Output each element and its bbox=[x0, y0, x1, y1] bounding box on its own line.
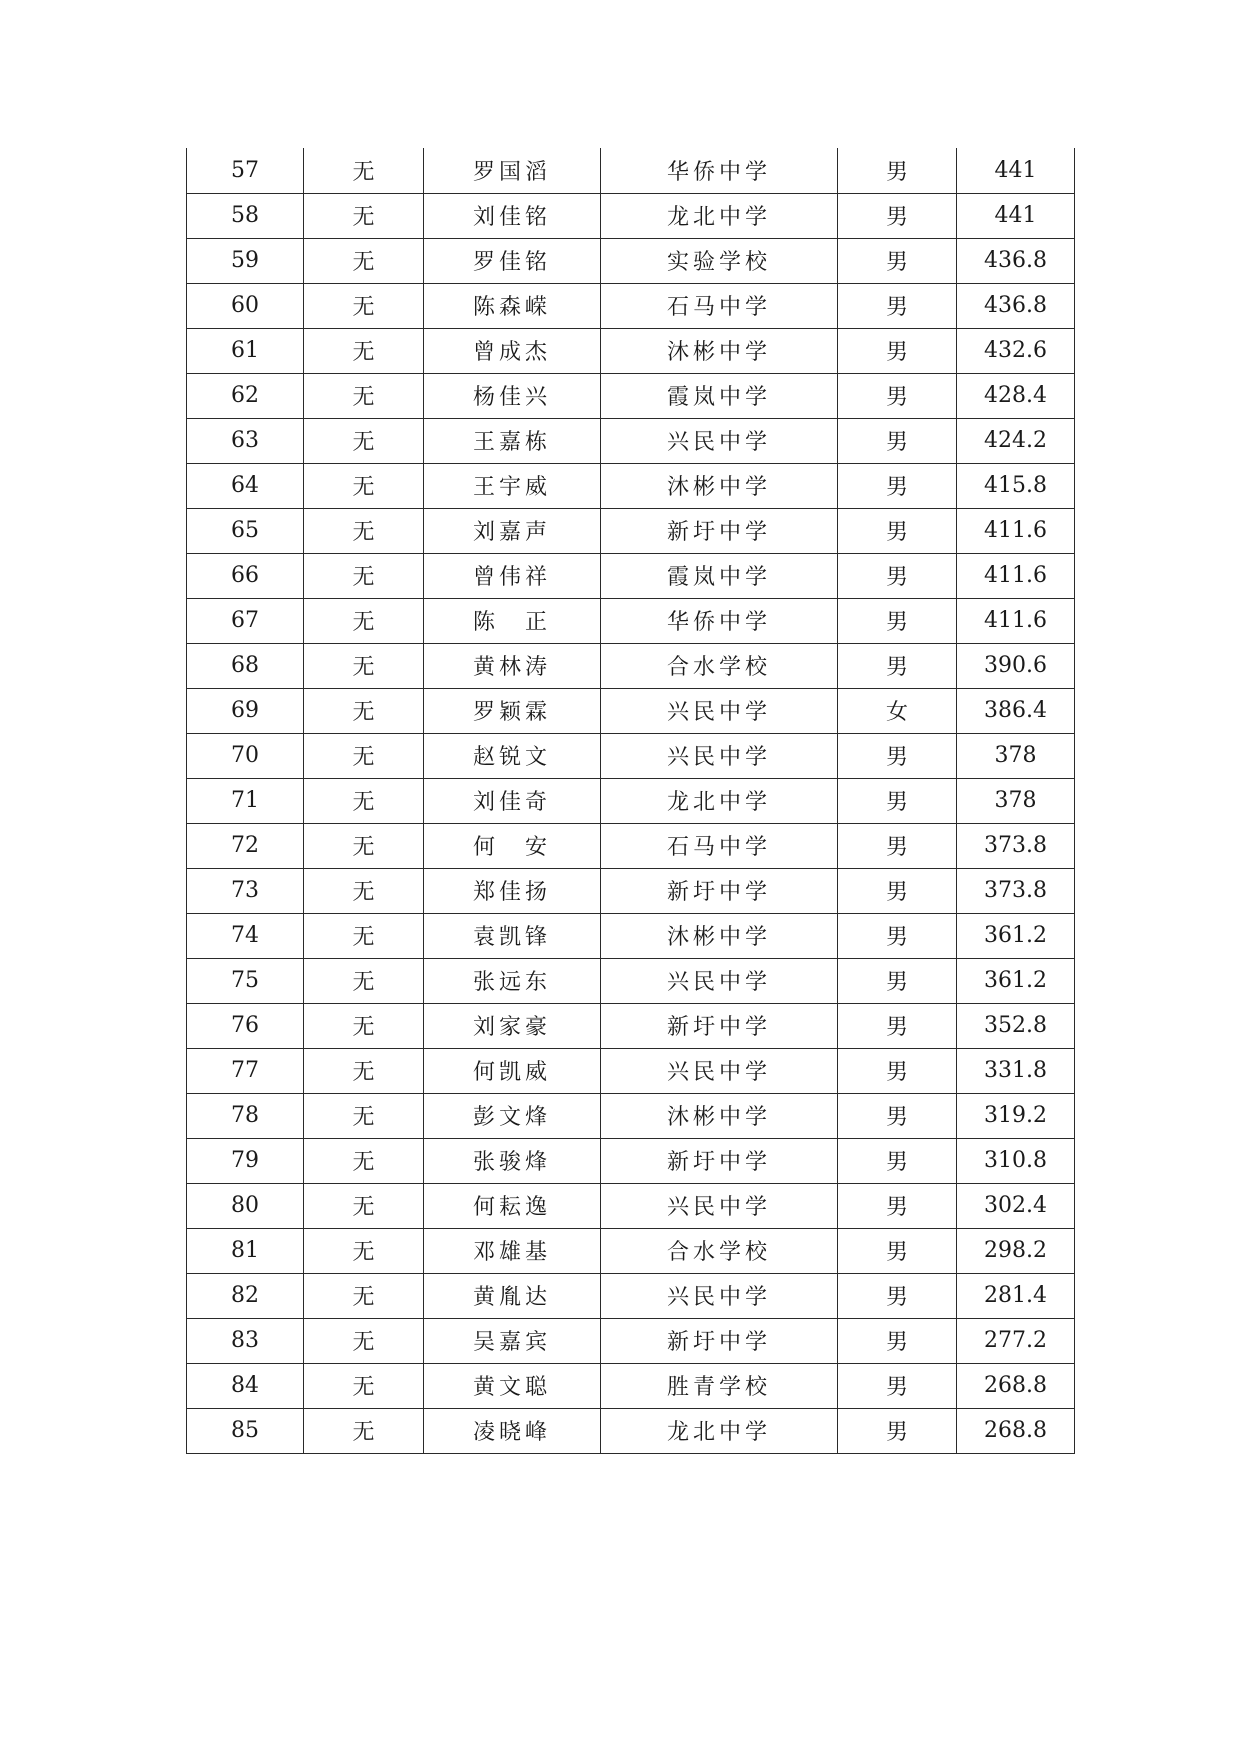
school-cell: 沐彬中学 bbox=[601, 328, 838, 373]
rank-cell: 74 bbox=[187, 913, 304, 958]
school-cell: 新圩中学 bbox=[601, 868, 838, 913]
results-table bbox=[186, 148, 1075, 1454]
table-row bbox=[187, 733, 1075, 778]
table-row bbox=[187, 148, 1075, 193]
gender-cell: 男 bbox=[838, 1183, 957, 1228]
award-cell: 无 bbox=[304, 733, 424, 778]
gender-cell: 男 bbox=[838, 463, 957, 508]
school-cell: 霞岚中学 bbox=[601, 373, 838, 418]
school-cell: 霞岚中学 bbox=[601, 553, 838, 598]
student-name-cell: 黄胤达 bbox=[424, 1273, 601, 1318]
gender-cell: 男 bbox=[838, 1408, 957, 1453]
student-name-cell: 何凯威 bbox=[424, 1048, 601, 1093]
award-cell: 无 bbox=[304, 1273, 424, 1318]
student-name-cell: 黄文聪 bbox=[424, 1363, 601, 1408]
gender-cell: 男 bbox=[838, 733, 957, 778]
student-name-cell: 刘嘉声 bbox=[424, 508, 601, 553]
school-cell: 龙北中学 bbox=[601, 1408, 838, 1453]
gender-cell: 男 bbox=[838, 643, 957, 688]
school-cell: 华侨中学 bbox=[601, 598, 838, 643]
student-name-cell: 罗国滔 bbox=[424, 148, 601, 193]
score-cell: 331.8 bbox=[957, 1048, 1075, 1093]
score-cell: 415.8 bbox=[957, 463, 1075, 508]
table-row bbox=[187, 1408, 1075, 1453]
table-row bbox=[187, 1318, 1075, 1363]
table-row bbox=[187, 1138, 1075, 1183]
award-cell: 无 bbox=[304, 373, 424, 418]
table-row bbox=[187, 643, 1075, 688]
table-row bbox=[187, 1228, 1075, 1273]
gender-cell: 男 bbox=[838, 193, 957, 238]
school-cell: 兴民中学 bbox=[601, 733, 838, 778]
score-cell: 373.8 bbox=[957, 868, 1075, 913]
gender-cell: 男 bbox=[838, 553, 957, 598]
award-cell: 无 bbox=[304, 823, 424, 868]
student-name-cell: 张远东 bbox=[424, 958, 601, 1003]
gender-cell: 男 bbox=[838, 238, 957, 283]
student-name-cell: 刘佳奇 bbox=[424, 778, 601, 823]
school-cell: 合水学校 bbox=[601, 643, 838, 688]
score-cell: 361.2 bbox=[957, 913, 1075, 958]
table-row bbox=[187, 283, 1075, 328]
student-name-cell: 赵锐文 bbox=[424, 733, 601, 778]
award-cell: 无 bbox=[304, 1183, 424, 1228]
award-cell: 无 bbox=[304, 283, 424, 328]
student-name-cell: 刘佳铭 bbox=[424, 193, 601, 238]
gender-cell: 男 bbox=[838, 418, 957, 463]
score-cell: 424.2 bbox=[957, 418, 1075, 463]
student-name-cell: 郑佳扬 bbox=[424, 868, 601, 913]
award-cell: 无 bbox=[304, 913, 424, 958]
student-name-cell: 张骏烽 bbox=[424, 1138, 601, 1183]
award-cell: 无 bbox=[304, 643, 424, 688]
student-name-cell: 凌晓峰 bbox=[424, 1408, 601, 1453]
score-cell: 373.8 bbox=[957, 823, 1075, 868]
school-cell: 石马中学 bbox=[601, 823, 838, 868]
score-cell: 411.6 bbox=[957, 598, 1075, 643]
rank-cell: 80 bbox=[187, 1183, 304, 1228]
rank-cell: 69 bbox=[187, 688, 304, 733]
table-row bbox=[187, 1183, 1075, 1228]
score-cell: 361.2 bbox=[957, 958, 1075, 1003]
score-cell: 277.2 bbox=[957, 1318, 1075, 1363]
student-name-cell: 何 安 bbox=[424, 823, 601, 868]
school-cell: 石马中学 bbox=[601, 283, 838, 328]
school-cell: 新圩中学 bbox=[601, 1003, 838, 1048]
gender-cell: 男 bbox=[838, 373, 957, 418]
award-cell: 无 bbox=[304, 688, 424, 733]
award-cell: 无 bbox=[304, 1093, 424, 1138]
award-cell: 无 bbox=[304, 1138, 424, 1183]
table-row bbox=[187, 958, 1075, 1003]
school-cell: 龙北中学 bbox=[601, 193, 838, 238]
award-cell: 无 bbox=[304, 1228, 424, 1273]
table-row bbox=[187, 418, 1075, 463]
table-row bbox=[187, 463, 1075, 508]
award-cell: 无 bbox=[304, 418, 424, 463]
rank-cell: 71 bbox=[187, 778, 304, 823]
school-cell: 新圩中学 bbox=[601, 1318, 838, 1363]
rank-cell: 67 bbox=[187, 598, 304, 643]
school-cell: 兴民中学 bbox=[601, 958, 838, 1003]
student-name-cell: 彭文烽 bbox=[424, 1093, 601, 1138]
rank-cell: 84 bbox=[187, 1363, 304, 1408]
gender-cell: 男 bbox=[838, 823, 957, 868]
school-cell: 新圩中学 bbox=[601, 508, 838, 553]
table-row bbox=[187, 823, 1075, 868]
award-cell: 无 bbox=[304, 1318, 424, 1363]
award-cell: 无 bbox=[304, 508, 424, 553]
rank-cell: 65 bbox=[187, 508, 304, 553]
student-name-cell: 刘家豪 bbox=[424, 1003, 601, 1048]
table-row bbox=[187, 598, 1075, 643]
gender-cell: 女 bbox=[838, 688, 957, 733]
rank-cell: 68 bbox=[187, 643, 304, 688]
score-cell: 441 bbox=[957, 193, 1075, 238]
table-row bbox=[187, 913, 1075, 958]
school-cell: 华侨中学 bbox=[601, 148, 838, 193]
rank-cell: 59 bbox=[187, 238, 304, 283]
rank-cell: 58 bbox=[187, 193, 304, 238]
gender-cell: 男 bbox=[838, 958, 957, 1003]
award-cell: 无 bbox=[304, 778, 424, 823]
table-row bbox=[187, 328, 1075, 373]
rank-cell: 61 bbox=[187, 328, 304, 373]
school-cell: 兴民中学 bbox=[601, 688, 838, 733]
award-cell: 无 bbox=[304, 1363, 424, 1408]
rank-cell: 57 bbox=[187, 148, 304, 193]
school-cell: 实验学校 bbox=[601, 238, 838, 283]
score-cell: 378 bbox=[957, 778, 1075, 823]
rank-cell: 83 bbox=[187, 1318, 304, 1363]
score-cell: 268.8 bbox=[957, 1408, 1075, 1453]
school-cell: 兴民中学 bbox=[601, 1048, 838, 1093]
score-cell: 436.8 bbox=[957, 283, 1075, 328]
gender-cell: 男 bbox=[838, 913, 957, 958]
score-cell: 436.8 bbox=[957, 238, 1075, 283]
rank-cell: 79 bbox=[187, 1138, 304, 1183]
gender-cell: 男 bbox=[838, 598, 957, 643]
score-cell: 319.2 bbox=[957, 1093, 1075, 1138]
gender-cell: 男 bbox=[838, 1228, 957, 1273]
table-row bbox=[187, 193, 1075, 238]
gender-cell: 男 bbox=[838, 868, 957, 913]
score-cell: 268.8 bbox=[957, 1363, 1075, 1408]
school-cell: 沐彬中学 bbox=[601, 1093, 838, 1138]
table-row bbox=[187, 1048, 1075, 1093]
results-table-body bbox=[187, 148, 1075, 1453]
score-cell: 441 bbox=[957, 148, 1075, 193]
student-name-cell: 吴嘉宾 bbox=[424, 1318, 601, 1363]
rank-cell: 81 bbox=[187, 1228, 304, 1273]
school-cell: 胜青学校 bbox=[601, 1363, 838, 1408]
gender-cell: 男 bbox=[838, 283, 957, 328]
rank-cell: 62 bbox=[187, 373, 304, 418]
table-row bbox=[187, 553, 1075, 598]
score-cell: 432.6 bbox=[957, 328, 1075, 373]
school-cell: 兴民中学 bbox=[601, 418, 838, 463]
gender-cell: 男 bbox=[838, 1048, 957, 1093]
school-cell: 兴民中学 bbox=[601, 1273, 838, 1318]
award-cell: 无 bbox=[304, 328, 424, 373]
table-row bbox=[187, 688, 1075, 733]
table-row bbox=[187, 778, 1075, 823]
table-row bbox=[187, 238, 1075, 283]
student-name-cell: 曾伟祥 bbox=[424, 553, 601, 598]
gender-cell: 男 bbox=[838, 1003, 957, 1048]
school-cell: 兴民中学 bbox=[601, 1183, 838, 1228]
gender-cell: 男 bbox=[838, 1318, 957, 1363]
table-row bbox=[187, 1003, 1075, 1048]
score-cell: 411.6 bbox=[957, 508, 1075, 553]
student-name-cell: 罗颖霖 bbox=[424, 688, 601, 733]
school-cell: 沐彬中学 bbox=[601, 913, 838, 958]
table-row bbox=[187, 868, 1075, 913]
table-row bbox=[187, 1273, 1075, 1318]
rank-cell: 85 bbox=[187, 1408, 304, 1453]
rank-cell: 66 bbox=[187, 553, 304, 598]
score-cell: 386.4 bbox=[957, 688, 1075, 733]
gender-cell: 男 bbox=[838, 148, 957, 193]
rank-cell: 77 bbox=[187, 1048, 304, 1093]
award-cell: 无 bbox=[304, 148, 424, 193]
rank-cell: 72 bbox=[187, 823, 304, 868]
table-row bbox=[187, 508, 1075, 553]
student-name-cell: 罗佳铭 bbox=[424, 238, 601, 283]
rank-cell: 82 bbox=[187, 1273, 304, 1318]
award-cell: 无 bbox=[304, 868, 424, 913]
student-name-cell: 王嘉栋 bbox=[424, 418, 601, 463]
award-cell: 无 bbox=[304, 958, 424, 1003]
rank-cell: 70 bbox=[187, 733, 304, 778]
award-cell: 无 bbox=[304, 598, 424, 643]
student-name-cell: 袁凯锋 bbox=[424, 913, 601, 958]
rank-cell: 76 bbox=[187, 1003, 304, 1048]
score-cell: 298.2 bbox=[957, 1228, 1075, 1273]
score-cell: 352.8 bbox=[957, 1003, 1075, 1048]
student-name-cell: 陈 正 bbox=[424, 598, 601, 643]
score-cell: 281.4 bbox=[957, 1273, 1075, 1318]
gender-cell: 男 bbox=[838, 328, 957, 373]
score-cell: 390.6 bbox=[957, 643, 1075, 688]
award-cell: 无 bbox=[304, 463, 424, 508]
gender-cell: 男 bbox=[838, 1093, 957, 1138]
award-cell: 无 bbox=[304, 238, 424, 283]
score-cell: 378 bbox=[957, 733, 1075, 778]
school-cell: 沐彬中学 bbox=[601, 463, 838, 508]
table-row bbox=[187, 1363, 1075, 1408]
gender-cell: 男 bbox=[838, 508, 957, 553]
award-cell: 无 bbox=[304, 1408, 424, 1453]
student-name-cell: 陈森嵘 bbox=[424, 283, 601, 328]
student-name-cell: 王宇威 bbox=[424, 463, 601, 508]
rank-cell: 60 bbox=[187, 283, 304, 328]
award-cell: 无 bbox=[304, 193, 424, 238]
table-row bbox=[187, 373, 1075, 418]
school-cell: 合水学校 bbox=[601, 1228, 838, 1273]
rank-cell: 75 bbox=[187, 958, 304, 1003]
award-cell: 无 bbox=[304, 1003, 424, 1048]
rank-cell: 78 bbox=[187, 1093, 304, 1138]
rank-cell: 73 bbox=[187, 868, 304, 913]
gender-cell: 男 bbox=[838, 1273, 957, 1318]
student-name-cell: 杨佳兴 bbox=[424, 373, 601, 418]
rank-cell: 63 bbox=[187, 418, 304, 463]
student-name-cell: 曾成杰 bbox=[424, 328, 601, 373]
table-row bbox=[187, 1093, 1075, 1138]
award-cell: 无 bbox=[304, 1048, 424, 1093]
gender-cell: 男 bbox=[838, 1363, 957, 1408]
score-cell: 411.6 bbox=[957, 553, 1075, 598]
rank-cell: 64 bbox=[187, 463, 304, 508]
school-cell: 新圩中学 bbox=[601, 1138, 838, 1183]
score-cell: 428.4 bbox=[957, 373, 1075, 418]
score-cell: 310.8 bbox=[957, 1138, 1075, 1183]
student-name-cell: 邓雄基 bbox=[424, 1228, 601, 1273]
student-name-cell: 黄林涛 bbox=[424, 643, 601, 688]
award-cell: 无 bbox=[304, 553, 424, 598]
gender-cell: 男 bbox=[838, 778, 957, 823]
student-name-cell: 何耘逸 bbox=[424, 1183, 601, 1228]
school-cell: 龙北中学 bbox=[601, 778, 838, 823]
gender-cell: 男 bbox=[838, 1138, 957, 1183]
score-cell: 302.4 bbox=[957, 1183, 1075, 1228]
